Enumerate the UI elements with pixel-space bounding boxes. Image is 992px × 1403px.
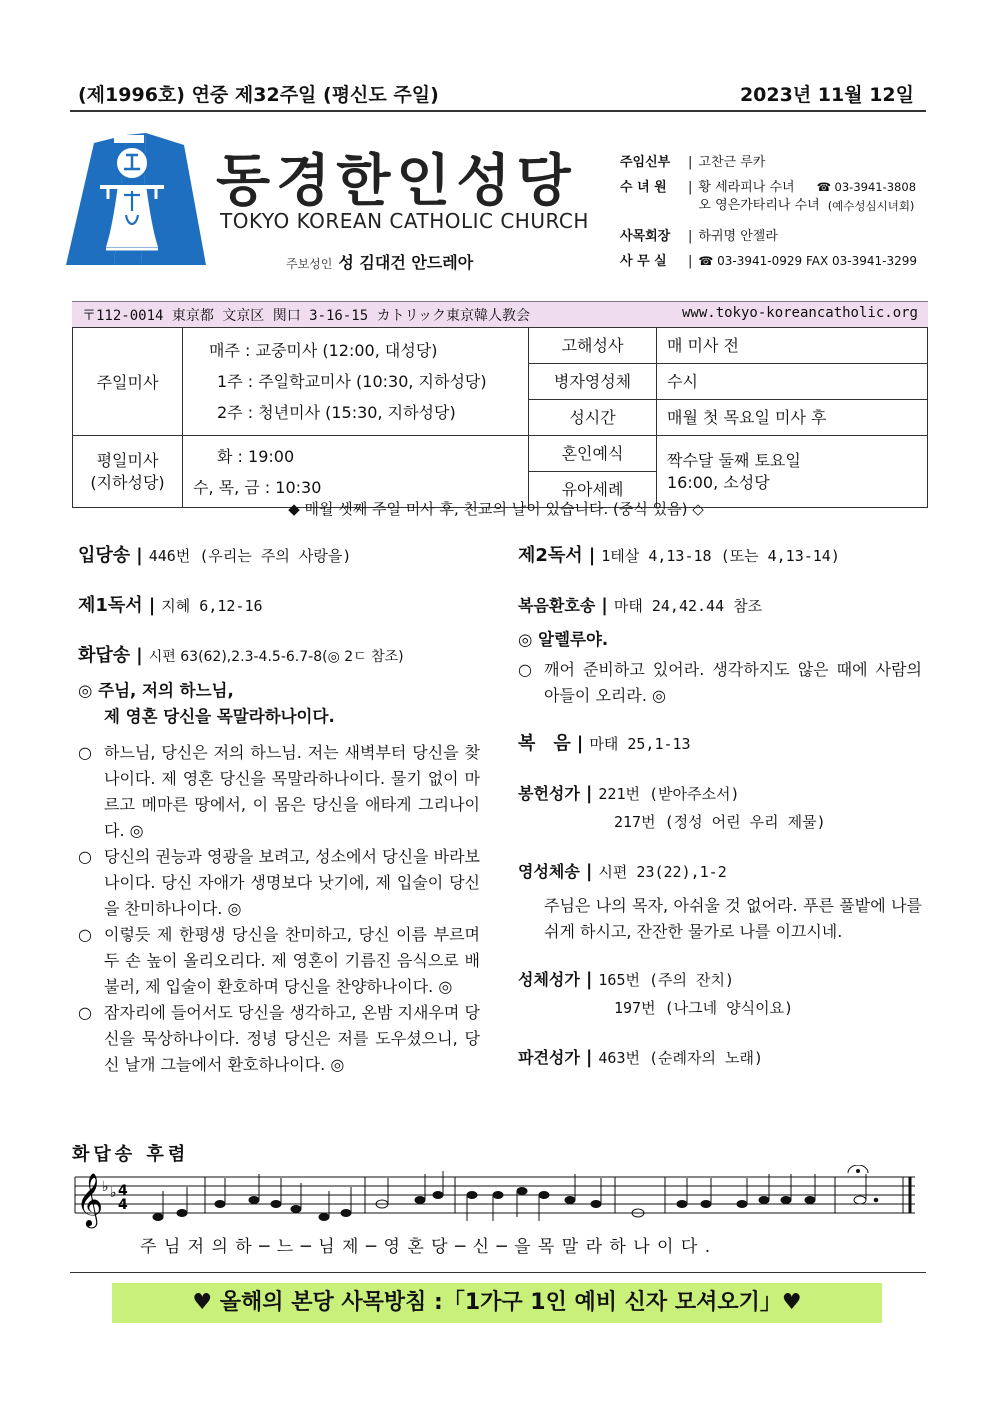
psalm-verse xyxy=(78,922,480,1000)
recessional-hymn: 파견성가 | 463번 (순례자의 노래) xyxy=(518,1045,922,1071)
communion-antiphon: 영성체송 | 시편 23(22),1-2 xyxy=(518,859,922,885)
staff-row-convent: 수 녀 원 | 황 세라피나 수녀 ☎ 03-3941-3808 xyxy=(620,175,930,200)
mass-schedule-table xyxy=(72,327,928,508)
verse-text: 당신의 권능과 영광을 보려고, 성소에서 당신을 바라보나이다. 당신 자애가 생명보다 낫기에, 제 입술이 당신을 찬미하나이다. ◎ xyxy=(104,847,480,918)
website-link[interactable]: www.tokyo-koreancatholic.org xyxy=(681,305,918,321)
acclamation-verse xyxy=(518,657,922,709)
reading2-head: 제2독서 xyxy=(518,545,583,566)
communion-ant-head: 영성체송 xyxy=(518,862,580,881)
verse-text: 이렇듯 제 한평생 당신을 찬미하고, 당신 이름 부르며 두 손 높이 올리오리다. 제 영혼이 기름진 음식으로 배불러, 제 입술이 환호하며 당신을 찬양하나이다. ◎ xyxy=(104,925,480,996)
baptism-value: 16:00, 소성당 xyxy=(667,472,770,492)
postal-address: 〒112-0014 東京都 文京区 関口 3-16-15 カトリック東京韓人教会 xyxy=(82,308,531,324)
staff-value: 고찬근 루카 xyxy=(698,155,766,170)
sunday-line: 매주 : 교중미사 (12:00, 대성당) xyxy=(209,341,438,360)
sick-communion-label: 병자영성체 xyxy=(529,364,657,400)
infant-baptism-label: 유아세례 xyxy=(529,472,657,508)
church-name-korean: 동경한인성당 xyxy=(216,149,577,214)
convent-order: (예수성심시녀회) xyxy=(827,199,915,213)
psalm-response-1: ◎ 주님, 저의 하느님, xyxy=(78,681,234,700)
svg-text:♭: ♭ xyxy=(110,1185,117,1201)
staff-row-office: 사 무 실 | ☎ 03-3941-0929 FAX 03-3941-3299 xyxy=(620,249,930,274)
verse-mark: ○ xyxy=(518,660,532,679)
wedding-baptism-value xyxy=(657,436,928,508)
communion-ant-value: 시편 23(22),1-2 xyxy=(598,863,727,881)
patron-saint xyxy=(286,250,473,273)
weekday-mass-label xyxy=(73,436,183,508)
entrance-head: 입당송 xyxy=(78,545,131,566)
svg-text:4: 4 xyxy=(118,1197,128,1213)
verse-mark: ○ xyxy=(78,847,92,866)
entrance-hymn: 입당송 | 446번 (우리는 주의 사랑을) xyxy=(78,543,480,569)
gospel-value: 마태 25,1-13 xyxy=(589,735,691,753)
acclamation-value: 마태 24,42.44 참조 xyxy=(613,597,763,615)
sick-communion-value: 수시 xyxy=(657,364,928,400)
communion-value-2: 197번 (나그네 양식이요) xyxy=(614,999,794,1017)
entrance-value: 446번 (우리는 주의 사랑을) xyxy=(148,547,352,565)
church-name-english: TOKYO KOREAN CATHOLIC CHURCH xyxy=(220,209,589,233)
responsorial-psalm: 화답송 | 시편 63(62),2.3-4.5-6.7-8(◎ 2ㄷ 참조) xyxy=(78,643,480,670)
liturgy-left-column xyxy=(78,543,480,1078)
staff-row-convent-2 xyxy=(620,196,930,216)
verse-text: 잠자리에 들어서도 당신을 생각하고, 온밤 지새우며 당신을 묵상하나이다. 정녕 당신은 저를 도우셨으니, 당신 날개 그늘에서 환호하나이다. ◎ xyxy=(104,1003,480,1074)
psalm-verse xyxy=(78,1000,480,1078)
verse-mark: ○ xyxy=(78,925,92,944)
recessional-head: 파견성가 xyxy=(518,1048,580,1067)
weekday-line: 화 : 19:00 xyxy=(217,446,295,466)
reading2-value: 1테살 4,13-18 (또는 4,13-14) xyxy=(601,547,840,565)
acclamation-head: 복음환호송 xyxy=(518,596,596,615)
holy-hour-value: 매월 첫 목요일 미사 후 xyxy=(657,400,928,436)
wedding-value: 짝수달 둘째 토요일 xyxy=(667,450,801,470)
svg-text:♭: ♭ xyxy=(102,1179,109,1195)
reading1-head: 제1독서 xyxy=(78,595,143,616)
psalm-response-2: 제 영혼 당신을 목말라하나이다. xyxy=(104,707,335,726)
holy-hour-label: 성시간 xyxy=(529,400,657,436)
staff-label: 사 무 실 xyxy=(620,254,667,269)
staff-list xyxy=(620,150,930,274)
convent-phone: ☎ 03-3941-3808 xyxy=(816,180,917,194)
staff-label: 수 녀 원 xyxy=(620,180,667,195)
confession-value: 매 미사 전 xyxy=(657,328,928,364)
church-logo-icon xyxy=(66,125,206,270)
address-bar xyxy=(72,301,928,327)
verse-mark: ○ xyxy=(78,1003,92,1022)
weekday-mass-times xyxy=(183,436,529,508)
patron-label: 주보성인 xyxy=(286,257,333,271)
acclamation-text: 깨어 준비하고 있어라. 생각하지도 않은 때에 사람의 아들이 오리라. ◎ xyxy=(544,660,922,705)
refrain-title: 화답송 후렴 xyxy=(72,1144,190,1165)
staff-value: 하귀명 안젤라 xyxy=(698,229,778,244)
confession-label: 고해성사 xyxy=(529,328,657,364)
sunday-line: 1주 : 주일학교미사 (10:30, 지하성당) xyxy=(217,372,487,391)
svg-text:𝄞: 𝄞 xyxy=(76,1172,104,1226)
offertory-hymn: 봉헌성가 | 221번 (받아주소서) xyxy=(518,781,922,807)
second-reading: 제2독서 | 1테살 4,13-18 (또는 4,13-14) xyxy=(518,543,922,569)
communion-ant-text: 주님은 나의 목자, 아쉬울 것 없어라. 푸른 풀밭에 나를 쉬게 하시고, 잔잔한 물가로 나를 이끄시네. xyxy=(544,896,922,941)
offertory-value-1: 221번 (받아주소서) xyxy=(598,785,740,803)
alleluia: ◎ 알렐루야. xyxy=(518,630,609,649)
offertory-head: 봉헌성가 xyxy=(518,784,580,803)
reading1-value: 지혜 6,12-16 xyxy=(161,597,263,615)
communion-hymn: 성체성가 | 165번 (주의 잔치) xyxy=(518,967,922,993)
gospel-acclamation: 복음환호송 | 마태 24,42.44 참조 xyxy=(518,593,922,619)
psalm-verse xyxy=(78,740,480,844)
staff-label: 주임신부 xyxy=(620,155,671,170)
wedding-label: 혼인예식 xyxy=(529,436,657,472)
gospel: 복 음 | 마태 25,1-13 xyxy=(518,731,922,757)
sunday-line: 2주 : 청년미사 (15:30, 지하성당) xyxy=(217,403,456,422)
weekday-label-line: 평일미사 xyxy=(96,450,159,470)
fellowship-notice: ◆ 매월 셋째 주일 미사 후, 친교의 날이 있습니다. (중식 있음) ◇ xyxy=(288,500,704,518)
offertory-value-2: 217번 (정성 어린 우리 제물) xyxy=(614,813,826,831)
communion-head: 성체성가 xyxy=(518,970,580,989)
communion-value-1: 165번 (주의 잔치) xyxy=(598,971,735,989)
gospel-head: 복 음 xyxy=(518,733,571,754)
sunday-mass-label: 주일미사 xyxy=(73,328,183,436)
staff-row-pastor: 주임신부 | 고찬근 루카 xyxy=(620,150,930,175)
staff-row-council: 사목회장 | 하귀명 안젤라 xyxy=(620,224,930,249)
recessional-value: 463번 (순례자의 노래) xyxy=(598,1049,764,1067)
sunday-mass-times xyxy=(183,328,529,436)
issue-title: (제1996호) 연중 제32주일 (평신도 주일) xyxy=(78,84,439,106)
staff-value: 오 영은가타리나 수녀 xyxy=(698,198,820,213)
psalm-head: 화답송 xyxy=(78,645,131,666)
svg-text:4: 4 xyxy=(118,1183,128,1199)
refrain-lyrics: 주 님 저 의 하 ─ 느 ─ 님 제 ─ 영 혼 당 ─ 신 ─ 을 목 말 라 하 나 이 다 . xyxy=(140,1237,712,1257)
header-bar xyxy=(70,78,926,112)
verse-text: 하느님, 당신은 저의 하느님. 저는 새벽부터 당신을 찾나이다. 제 영혼 당신을 목말라하나이다. 물기 없이 마르고 메마른 땅에서, 이 몸은 당신을 애타게 그리나이다. ◎ xyxy=(104,743,480,840)
weekday-line: 수, 목, 금 : 10:30 xyxy=(193,477,322,497)
liturgy-right-column xyxy=(518,543,922,1071)
office-phone: ☎ 03-3941-0929 FAX 03-3941-3299 xyxy=(698,254,918,268)
verse-mark: ○ xyxy=(78,743,92,762)
pastoral-motto-banner: ♥ 올해의 본당 사목방침 :「1가구 1인 예비 신자 모셔오기」♥ xyxy=(112,1283,882,1323)
church-logo-area xyxy=(66,125,596,280)
psalm-value: 시편 63(62),2.3-4.5-6.7-8(◎ 2ㄷ 참조) xyxy=(148,649,404,665)
issue-date: 2023년 11월 12일 xyxy=(739,84,914,106)
psalm-verses xyxy=(78,740,480,1078)
staff-value: 황 세라피나 수녀 xyxy=(698,180,795,195)
divider xyxy=(70,1272,926,1273)
psalm-verse xyxy=(78,844,480,922)
first-reading: 제1독서 | 지혜 6,12-16 xyxy=(78,593,480,619)
staff-label: 사목회장 xyxy=(620,229,671,244)
weekday-label-line: (지하성당) xyxy=(90,472,165,492)
patron-name: 성 김대건 안드레아 xyxy=(338,253,474,272)
